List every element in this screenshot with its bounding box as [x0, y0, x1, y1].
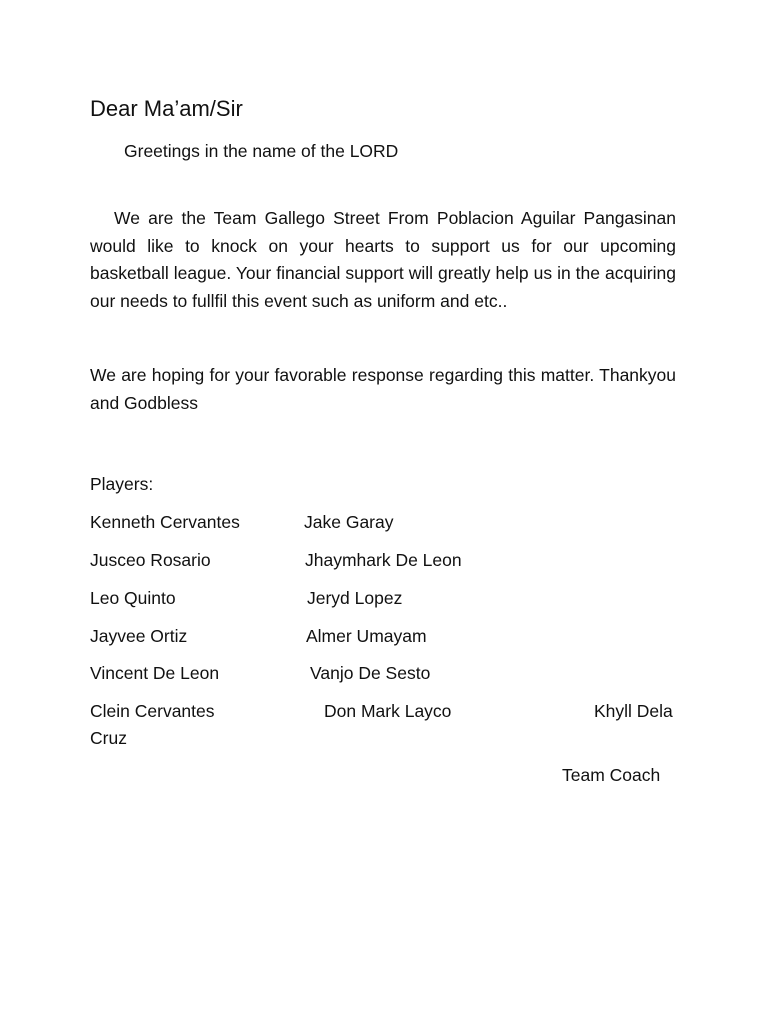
player-name: Jusceo Rosario: [90, 550, 211, 570]
player-name-continuation: Cruz: [90, 728, 127, 748]
team-coach-label: Team Coach: [562, 765, 661, 785]
player-name: Jeryd Lopez: [307, 588, 403, 608]
greeting-line: Greetings in the name of the LORD: [124, 141, 399, 161]
players-heading: Players:: [90, 474, 154, 494]
player-name: Leo Quinto: [90, 588, 176, 608]
body-paragraph-closing: We are hoping for your favorable response regarding this matter. Thankyou and Godbless: [90, 365, 676, 413]
player-name: Don Mark Layco: [324, 701, 452, 721]
player-name: Jake Garay: [304, 512, 394, 532]
player-name: Khyll Dela: [594, 701, 673, 721]
player-name: Almer Umayam: [306, 626, 427, 646]
player-name: Jhaymhark De Leon: [305, 550, 462, 570]
player-name: Clein Cervantes: [90, 701, 215, 721]
body-paragraph-request: We are the Team Gallego Street From Poblacion Aguilar Pangasinan would like to knock on your hearts to support us for our upcoming basketball league. Your financial support will greatly help us in the acquiring our needs to fullfil this event such as uniform and etc..: [90, 208, 676, 311]
player-name: Vanjo De Sesto: [310, 663, 431, 683]
player-name: Jayvee Ortiz: [90, 626, 188, 646]
salutation: Dear Ma’am/Sir: [90, 96, 243, 121]
player-name: Kenneth Cervantes: [90, 512, 240, 532]
player-name: Vincent De Leon: [90, 663, 220, 683]
